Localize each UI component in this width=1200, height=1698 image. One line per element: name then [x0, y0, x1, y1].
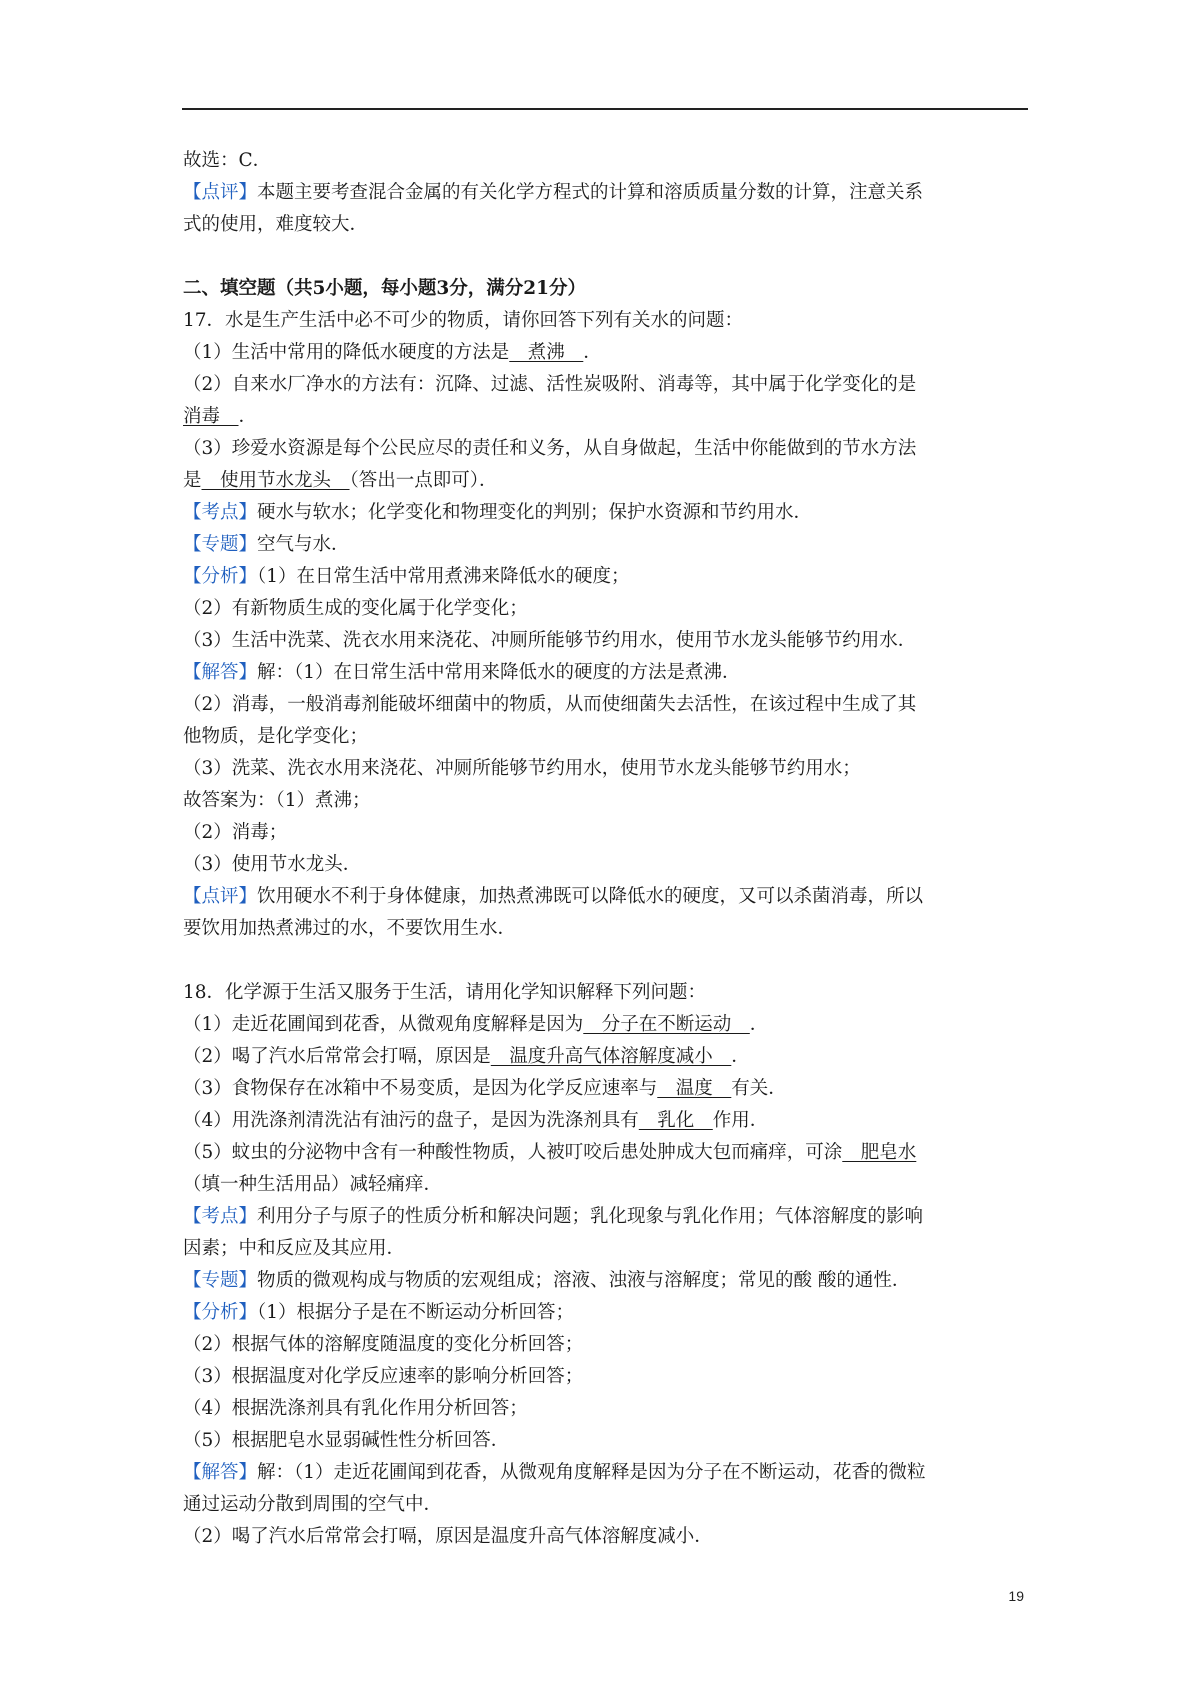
- label-tag: 【解答】: [183, 1462, 258, 1483]
- q17-jieda: 【解答】解：（1）在日常生活中常用来降低水的硬度的方法是煮沸．: [183, 662, 741, 683]
- text-line: （3）洗菜、洗衣水用来浇花、冲厕所能够节约用水，使用节水龙头能够节约用水；: [183, 758, 861, 779]
- text-line: 因素；中和反应及其应用．: [183, 1238, 406, 1259]
- text-line: （2）有新物质生成的变化属于化学变化；: [183, 598, 528, 619]
- q18-jieda: 【解答】解：（1）走近花圃闻到花香，从微观角度解释是因为分子在不断运动，花香的微粒: [183, 1462, 926, 1483]
- label-tag: 【点评】: [183, 886, 258, 907]
- answer-blank: 使用节水龙头: [201, 470, 350, 491]
- q17-dianping: 【点评】饮用硬水不利于身体健康，加热煮沸既可以降低水的硬度，又可以杀菌消毒，所以: [183, 886, 924, 907]
- q18-fenxi: 【分析】（1）根据分子是在不断运动分析回答；: [183, 1302, 575, 1323]
- text-line: （2）消毒，一般消毒剂能破坏细菌中的物质，从而使细菌失去活性，在该过程中生成了其: [183, 694, 917, 715]
- label-tag: 【点评】: [183, 182, 258, 203]
- page-number: 19: [1008, 1588, 1024, 1604]
- q17-sub-2: （2）自来水厂净水的方法有：沉降、过滤、活性炭吸附、消毒等，其中属于化学变化的是: [183, 374, 917, 395]
- question-17-stem: 17．水是生产生活中必不可少的物质，请你回答下列有关水的问题：: [183, 310, 744, 331]
- question-18-stem: 18．化学源于生活又服务于生活，请用化学知识解释下列问题：: [183, 982, 707, 1003]
- text-line: （2）根据气体的溶解度随温度的变化分析回答；: [183, 1334, 584, 1355]
- q17-zhuanti: 【专题】空气与水．: [183, 534, 350, 555]
- text-line: 通过运动分散到周围的空气中．: [183, 1494, 443, 1515]
- text-line: （3）生活中洗菜、洗衣水用来浇花、冲厕所能够节约用水，使用节水龙头能够节约用水．: [183, 630, 917, 651]
- q18-sub-4: （4）用洗涤剂清洗沾有油污的盘子，是因为洗涤剂具有 乳化 作用．: [183, 1110, 769, 1131]
- document-body: [183, 145, 1028, 1553]
- answer-blank: 分子在不断运动: [583, 1014, 750, 1035]
- text-line: （2）喝了汽水后常常会打嗝，原因是温度升高气体溶解度减小．: [183, 1526, 713, 1547]
- answer-blank: 温度升高气体溶解度减小: [490, 1046, 732, 1067]
- text-line: 式的使用，难度较大．: [183, 214, 369, 235]
- label-tag: 【分析】: [183, 1302, 258, 1323]
- label-tag: 【考点】: [183, 1206, 258, 1227]
- label-tag: 【解答】: [183, 662, 258, 683]
- text-line: （2）消毒；: [183, 822, 288, 843]
- comment-line: 【点评】本题主要考查混合金属的有关化学方程式的计算和溶质质量分数的计算，注意关系: [183, 182, 924, 203]
- header-rule: [182, 108, 1028, 110]
- text-line: 他物质，是化学变化；: [183, 726, 369, 747]
- q18-sub-2: （2）喝了汽水后常常会打嗝，原因是 温度升高气体溶解度减小 ．: [183, 1046, 750, 1067]
- label-tag: 【专题】: [183, 534, 258, 555]
- q17-sub-2-cont: 消毒 ．: [183, 406, 258, 427]
- q17-fenxi: 【分析】（1）在日常生活中常用煮沸来降低水的硬度；: [183, 566, 630, 587]
- q18-sub-5: （5）蚊虫的分泌物中含有一种酸性物质，人被叮咬后患处肿成大包而痛痒，可涂 肥皂水: [183, 1142, 917, 1163]
- label-tag: 【分析】: [183, 566, 258, 587]
- text-line: 故答案为：（1）煮沸；: [183, 790, 371, 811]
- q17-sub-3: （3）珍爱水资源是每个公民应尽的责任和义务，从自身做起，生活中你能做到的节水方法: [183, 438, 917, 459]
- text-line: （3）使用节水龙头．: [183, 854, 362, 875]
- label-tag: 【专题】: [183, 1270, 258, 1291]
- section-heading: 二、填空题（共5小题，每小题3分，满分21分）: [183, 278, 586, 299]
- q18-zhuanti: 【专题】物质的微观构成与物质的宏观组成；溶液、浊液与溶解度；常见的酸 酸的通性．: [183, 1270, 911, 1291]
- q18-sub-3: （3）食物保存在冰箱中不易变质，是因为化学反应速率与 温度 有关．: [183, 1078, 787, 1099]
- label-tag: 【考点】: [183, 502, 258, 523]
- answer-blank: 乳化: [638, 1110, 713, 1131]
- q17-sub-1: （1）生活中常用的降低水硬度的方法是 煮沸 ．: [183, 342, 602, 363]
- text-line: 要饮用加热煮沸过的水，不要饮用生水．: [183, 918, 517, 939]
- text-line: （3）根据温度对化学反应速率的影响分析回答；: [183, 1366, 584, 1387]
- q17-kaodian: 【考点】硬水与软水；化学变化和物理变化的判别；保护水资源和节约用水．: [183, 502, 813, 523]
- text-line: （填一种生活用品）减轻痛痒．: [183, 1174, 443, 1195]
- answer-blank: 消毒: [183, 406, 239, 427]
- q18-sub-1: （1）走近花圃闻到花香，从微观角度解释是因为 分子在不断运动 ．: [183, 1014, 769, 1035]
- answer-blank: 煮沸: [509, 342, 584, 363]
- q18-kaodian: 【考点】利用分子与原子的性质分析和解决问题；乳化现象与乳化作用；气体溶解度的影响: [183, 1206, 924, 1227]
- answer-blank: 肥皂水: [842, 1142, 917, 1163]
- text-line: （4）根据洗涤剂具有乳化作用分析回答；: [183, 1398, 528, 1419]
- text-line: （5）根据肥皂水显弱碱性性分析回答．: [183, 1430, 510, 1451]
- q17-sub-3-cont: 是 使用节水龙头 （答出一点即可）．: [183, 470, 498, 491]
- answer-blank: 温度: [657, 1078, 732, 1099]
- text-line: 故选：C．: [183, 150, 272, 171]
